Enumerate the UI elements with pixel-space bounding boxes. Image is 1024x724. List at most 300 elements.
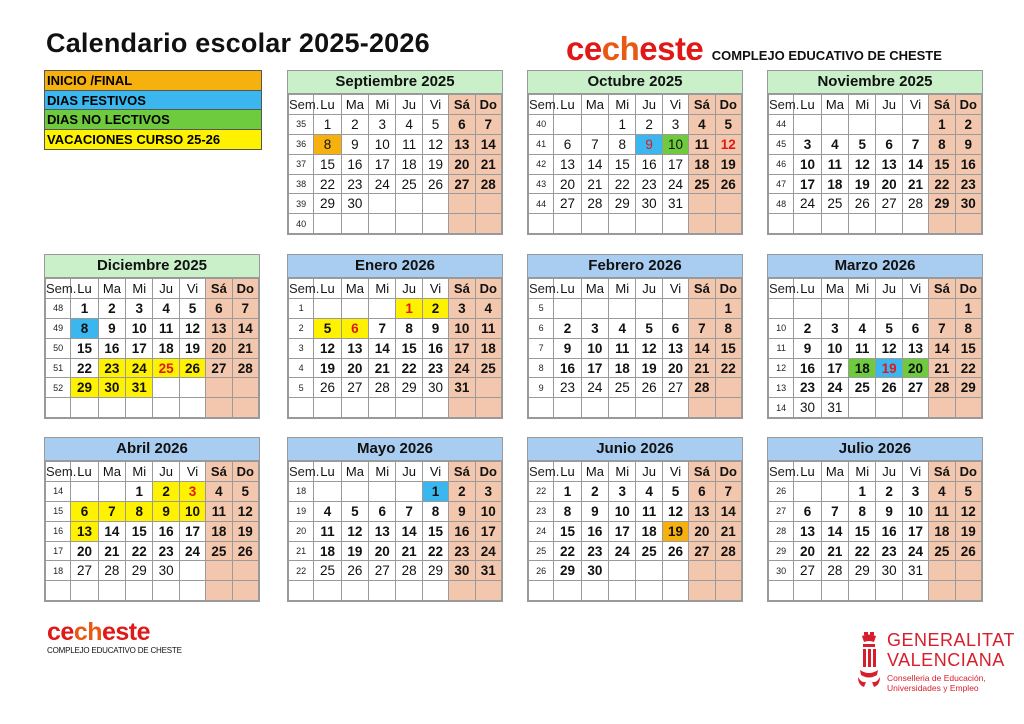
day-cell — [689, 298, 715, 318]
day-cell: 26 — [422, 174, 448, 194]
day-cell — [609, 561, 636, 581]
weekday-header: Vi — [179, 279, 205, 299]
week-number: 44 — [529, 194, 554, 214]
day-cell: 29 — [422, 561, 448, 581]
day-cell: 10 — [369, 134, 396, 154]
day-cell: 6 — [206, 298, 232, 318]
day-cell — [821, 214, 848, 234]
day-cell: 23 — [955, 174, 981, 194]
day-cell — [636, 298, 662, 318]
day-cell: 5 — [955, 481, 981, 501]
day-cell: 5 — [341, 501, 368, 521]
day-cell: 18 — [849, 358, 876, 378]
day-cell: 24 — [179, 541, 205, 561]
day-cell — [422, 214, 448, 234]
month-calendar — [287, 437, 503, 602]
day-cell: 12 — [232, 501, 258, 521]
day-cell — [794, 481, 821, 501]
weekday-header: Ju — [876, 279, 902, 299]
week-number: 51 — [46, 358, 71, 378]
day-cell: 8 — [396, 318, 422, 338]
day-cell: 14 — [715, 501, 741, 521]
day-cell: 27 — [689, 541, 715, 561]
day-cell: 18 — [153, 338, 179, 358]
day-cell — [715, 561, 741, 581]
day-cell: 12 — [422, 134, 448, 154]
weekday-header: Do — [232, 279, 258, 299]
weekday-header: Vi — [422, 462, 448, 482]
week-number — [46, 398, 71, 418]
weekday-header: Sá — [449, 95, 475, 115]
day-cell: 3 — [475, 481, 501, 501]
day-cell — [955, 214, 981, 234]
week-number: 39 — [289, 194, 314, 214]
weekday-header: Ju — [876, 462, 902, 482]
day-cell: 27 — [554, 194, 581, 214]
day-cell: 13 — [449, 134, 475, 154]
day-cell: 27 — [341, 378, 368, 398]
weekday-header: Sem. — [289, 462, 314, 482]
day-cell: 2 — [955, 114, 981, 134]
day-cell: 30 — [449, 561, 475, 581]
day-cell: 21 — [821, 541, 848, 561]
day-cell — [581, 114, 608, 134]
gva-line2: VALENCIANA — [887, 650, 1005, 670]
day-cell: 10 — [475, 501, 501, 521]
weekday-header: Do — [475, 462, 501, 482]
day-cell: 28 — [821, 561, 848, 581]
day-cell: 10 — [449, 318, 475, 338]
day-cell: 2 — [422, 298, 448, 318]
weekday-header: Lu — [314, 279, 341, 299]
day-cell — [475, 194, 501, 214]
day-cell: 19 — [341, 541, 368, 561]
day-cell — [71, 581, 98, 601]
day-cell — [554, 398, 581, 418]
day-cell: 7 — [902, 134, 928, 154]
day-cell — [98, 581, 125, 601]
day-cell: 24 — [581, 378, 608, 398]
day-cell: 26 — [341, 561, 368, 581]
weekday-header: Mi — [609, 462, 636, 482]
day-cell: 13 — [689, 501, 715, 521]
day-cell: 10 — [179, 501, 205, 521]
day-cell: 12 — [341, 521, 368, 541]
day-cell: 18 — [206, 521, 232, 541]
week-number: 24 — [529, 521, 554, 541]
day-cell — [232, 398, 258, 418]
day-cell: 4 — [849, 318, 876, 338]
day-cell: 11 — [314, 521, 341, 541]
day-cell: 19 — [232, 521, 258, 541]
day-cell: 11 — [153, 318, 179, 338]
day-cell — [341, 298, 368, 318]
day-cell: 15 — [715, 338, 741, 358]
day-cell: 11 — [609, 338, 636, 358]
day-cell: 27 — [876, 194, 902, 214]
day-cell — [662, 561, 688, 581]
month-title: Noviembre 2025 — [768, 71, 982, 94]
day-cell — [662, 581, 688, 601]
day-cell: 24 — [126, 358, 153, 378]
week-number: 22 — [529, 481, 554, 501]
month-title: Octubre 2025 — [528, 71, 742, 94]
day-cell: 16 — [581, 521, 608, 541]
day-cell: 1 — [609, 114, 636, 134]
day-cell: 3 — [581, 318, 608, 338]
day-cell: 24 — [369, 174, 396, 194]
day-cell: 1 — [396, 298, 422, 318]
day-cell: 2 — [98, 298, 125, 318]
day-cell: 23 — [153, 541, 179, 561]
day-cell: 23 — [554, 378, 581, 398]
day-cell: 24 — [902, 541, 928, 561]
day-cell: 11 — [396, 134, 422, 154]
day-cell: 20 — [554, 174, 581, 194]
weekday-header: Ma — [98, 462, 125, 482]
day-cell: 20 — [689, 521, 715, 541]
day-cell — [341, 481, 368, 501]
day-cell: 19 — [179, 338, 205, 358]
day-cell: 12 — [179, 318, 205, 338]
day-cell: 8 — [314, 134, 341, 154]
day-cell — [314, 298, 341, 318]
day-cell: 11 — [929, 501, 955, 521]
week-number: 41 — [529, 134, 554, 154]
day-cell: 7 — [98, 501, 125, 521]
day-cell: 2 — [581, 481, 608, 501]
day-cell: 30 — [581, 561, 608, 581]
day-cell: 13 — [662, 338, 688, 358]
day-cell: 20 — [369, 541, 396, 561]
legend-item: DIAS FESTIVOS — [45, 91, 261, 111]
weekday-header: Lu — [794, 462, 821, 482]
week-number: 17 — [46, 541, 71, 561]
day-cell: 26 — [314, 378, 341, 398]
month-title: Enero 2026 — [288, 255, 502, 278]
day-cell: 14 — [232, 318, 258, 338]
month-calendar — [287, 254, 503, 419]
day-cell: 6 — [341, 318, 368, 338]
day-cell: 4 — [314, 501, 341, 521]
weekday-header: Mi — [126, 279, 153, 299]
day-cell — [849, 581, 876, 601]
weekday-header: Mi — [369, 95, 396, 115]
weekday-header: Sem. — [289, 279, 314, 299]
day-cell — [179, 561, 205, 581]
day-cell: 20 — [876, 174, 902, 194]
day-cell: 21 — [98, 541, 125, 561]
day-cell: 9 — [636, 134, 662, 154]
day-cell — [206, 581, 232, 601]
day-cell: 20 — [341, 358, 368, 378]
day-cell — [902, 398, 928, 418]
day-cell — [689, 214, 715, 234]
day-cell: 22 — [71, 358, 98, 378]
weekday-header: Sá — [689, 279, 715, 299]
day-cell — [396, 194, 422, 214]
day-cell: 24 — [821, 378, 848, 398]
day-cell: 11 — [475, 318, 501, 338]
day-cell: 8 — [71, 318, 98, 338]
weekday-header: Ju — [396, 279, 422, 299]
day-cell — [794, 114, 821, 134]
day-cell — [396, 481, 422, 501]
day-cell: 7 — [929, 318, 955, 338]
weekday-header: Ju — [153, 462, 179, 482]
week-number: 20 — [289, 521, 314, 541]
day-cell: 18 — [475, 338, 501, 358]
week-number: 25 — [529, 541, 554, 561]
week-number: 18 — [46, 561, 71, 581]
day-cell — [662, 298, 688, 318]
weekday-header: Ju — [636, 462, 662, 482]
month-title: Mayo 2026 — [288, 438, 502, 461]
day-cell — [581, 214, 608, 234]
weekday-header: Sá — [689, 462, 715, 482]
day-cell: 10 — [581, 338, 608, 358]
day-cell: 6 — [689, 481, 715, 501]
weekday-header: Mi — [369, 462, 396, 482]
week-number: 16 — [46, 521, 71, 541]
day-cell — [126, 581, 153, 601]
weekday-header: Mi — [849, 279, 876, 299]
day-cell: 22 — [422, 541, 448, 561]
day-cell — [929, 398, 955, 418]
day-cell: 3 — [126, 298, 153, 318]
weekday-header: Sem. — [769, 462, 794, 482]
day-cell — [153, 398, 179, 418]
day-cell: 23 — [422, 358, 448, 378]
day-cell — [609, 298, 636, 318]
day-cell: 23 — [581, 541, 608, 561]
day-cell: 2 — [554, 318, 581, 338]
weekday-header: Vi — [662, 279, 688, 299]
day-cell: 6 — [902, 318, 928, 338]
day-cell: 20 — [902, 358, 928, 378]
weekday-header: Sá — [689, 95, 715, 115]
week-number: 27 — [769, 501, 794, 521]
month-title: Febrero 2026 — [528, 255, 742, 278]
day-cell: 6 — [449, 114, 475, 134]
day-cell — [71, 481, 98, 501]
day-cell: 15 — [849, 521, 876, 541]
day-cell: 27 — [794, 561, 821, 581]
week-number: 9 — [529, 378, 554, 398]
month-title: Julio 2026 — [768, 438, 982, 461]
day-cell: 21 — [715, 521, 741, 541]
day-cell: 20 — [206, 338, 232, 358]
day-cell: 3 — [609, 481, 636, 501]
day-cell: 9 — [153, 501, 179, 521]
day-cell — [153, 378, 179, 398]
day-cell: 22 — [314, 174, 341, 194]
day-cell — [715, 398, 741, 418]
day-cell: 16 — [449, 521, 475, 541]
day-cell: 18 — [636, 521, 662, 541]
day-cell: 14 — [581, 154, 608, 174]
day-cell: 20 — [662, 358, 688, 378]
day-cell: 5 — [232, 481, 258, 501]
day-cell: 3 — [821, 318, 848, 338]
day-cell: 22 — [955, 358, 981, 378]
day-cell: 25 — [689, 174, 715, 194]
day-cell: 28 — [98, 561, 125, 581]
week-number: 19 — [289, 501, 314, 521]
day-cell: 29 — [396, 378, 422, 398]
day-cell: 31 — [662, 194, 688, 214]
day-cell — [636, 214, 662, 234]
cecheste-logo-footer: cecheste — [47, 618, 151, 646]
day-cell — [609, 398, 636, 418]
day-cell: 1 — [126, 481, 153, 501]
day-cell — [794, 581, 821, 601]
day-cell: 20 — [794, 541, 821, 561]
weekday-header: Lu — [794, 279, 821, 299]
day-cell — [689, 398, 715, 418]
weekday-header: Vi — [662, 95, 688, 115]
weekday-header: Ma — [581, 279, 608, 299]
day-cell: 17 — [662, 154, 688, 174]
day-cell: 17 — [179, 521, 205, 541]
day-cell — [369, 398, 396, 418]
day-cell: 12 — [662, 501, 688, 521]
weekday-header: Do — [475, 95, 501, 115]
day-cell: 5 — [179, 298, 205, 318]
day-cell: 20 — [449, 154, 475, 174]
day-cell: 13 — [876, 154, 902, 174]
gva-line1: GENERALITAT — [887, 630, 1015, 650]
day-cell: 9 — [876, 501, 902, 521]
day-cell: 17 — [902, 521, 928, 541]
day-cell: 14 — [98, 521, 125, 541]
day-cell: 13 — [369, 521, 396, 541]
week-number: 3 — [289, 338, 314, 358]
day-cell: 1 — [849, 481, 876, 501]
day-cell: 11 — [821, 154, 848, 174]
week-number: 29 — [769, 541, 794, 561]
week-number — [289, 581, 314, 601]
day-cell: 25 — [153, 358, 179, 378]
day-cell: 13 — [554, 154, 581, 174]
day-cell — [955, 581, 981, 601]
day-cell: 17 — [581, 358, 608, 378]
day-cell — [929, 581, 955, 601]
day-cell — [794, 298, 821, 318]
week-number: 37 — [289, 154, 314, 174]
day-cell — [581, 581, 608, 601]
day-cell — [449, 398, 475, 418]
week-number: 35 — [289, 114, 314, 134]
weekday-header: Sá — [449, 279, 475, 299]
weekday-header: Sá — [929, 462, 955, 482]
day-cell: 8 — [554, 501, 581, 521]
day-cell: 18 — [314, 541, 341, 561]
day-cell: 10 — [662, 134, 688, 154]
weekday-header: Ma — [821, 462, 848, 482]
day-cell — [554, 114, 581, 134]
day-cell — [449, 214, 475, 234]
day-cell: 6 — [876, 134, 902, 154]
day-cell — [341, 214, 368, 234]
week-number: 52 — [46, 378, 71, 398]
day-cell — [662, 214, 688, 234]
brand-subtitle: COMPLEJO EDUCATIVO DE CHESTE — [711, 48, 942, 63]
day-cell: 26 — [179, 358, 205, 378]
day-cell: 12 — [314, 338, 341, 358]
week-number: 48 — [46, 298, 71, 318]
month-calendar — [44, 254, 260, 419]
day-cell: 14 — [396, 521, 422, 541]
day-cell: 4 — [475, 298, 501, 318]
day-cell: 16 — [153, 521, 179, 541]
day-cell: 10 — [902, 501, 928, 521]
weekday-header: Vi — [902, 462, 928, 482]
weekday-header: Sá — [206, 462, 232, 482]
day-cell — [821, 298, 848, 318]
day-cell — [341, 581, 368, 601]
day-cell: 17 — [475, 521, 501, 541]
day-cell — [369, 581, 396, 601]
day-cell — [821, 581, 848, 601]
gva-line3: Conselleria de Educación, — [887, 673, 986, 683]
weekday-header: Mi — [849, 462, 876, 482]
day-cell: 29 — [929, 194, 955, 214]
day-cell: 29 — [849, 561, 876, 581]
day-cell: 11 — [636, 501, 662, 521]
day-cell — [179, 378, 205, 398]
day-cell — [341, 398, 368, 418]
day-cell — [475, 378, 501, 398]
day-cell: 2 — [153, 481, 179, 501]
week-number: 18 — [289, 481, 314, 501]
day-cell — [475, 581, 501, 601]
day-cell: 2 — [449, 481, 475, 501]
day-cell — [98, 398, 125, 418]
day-cell — [206, 378, 232, 398]
day-cell — [794, 214, 821, 234]
weekday-header: Ma — [821, 95, 848, 115]
day-cell: 5 — [636, 318, 662, 338]
day-cell — [179, 398, 205, 418]
weekday-header: Lu — [554, 462, 581, 482]
weekday-header: Do — [955, 462, 981, 482]
week-number: 38 — [289, 174, 314, 194]
day-cell — [554, 581, 581, 601]
day-cell: 4 — [153, 298, 179, 318]
week-number: 28 — [769, 521, 794, 541]
day-cell: 20 — [71, 541, 98, 561]
day-cell: 21 — [396, 541, 422, 561]
week-number: 36 — [289, 134, 314, 154]
day-cell: 24 — [609, 541, 636, 561]
day-cell: 30 — [341, 194, 368, 214]
day-cell: 10 — [821, 338, 848, 358]
day-cell: 15 — [71, 338, 98, 358]
day-cell: 23 — [794, 378, 821, 398]
legend — [44, 70, 262, 150]
week-number — [529, 398, 554, 418]
day-cell: 5 — [876, 318, 902, 338]
weekday-header: Sem. — [769, 95, 794, 115]
day-cell: 3 — [794, 134, 821, 154]
weekday-header: Do — [475, 279, 501, 299]
week-number: 42 — [529, 154, 554, 174]
weekday-header: Lu — [314, 462, 341, 482]
day-cell: 8 — [422, 501, 448, 521]
day-cell: 12 — [876, 338, 902, 358]
week-number: 4 — [289, 358, 314, 378]
